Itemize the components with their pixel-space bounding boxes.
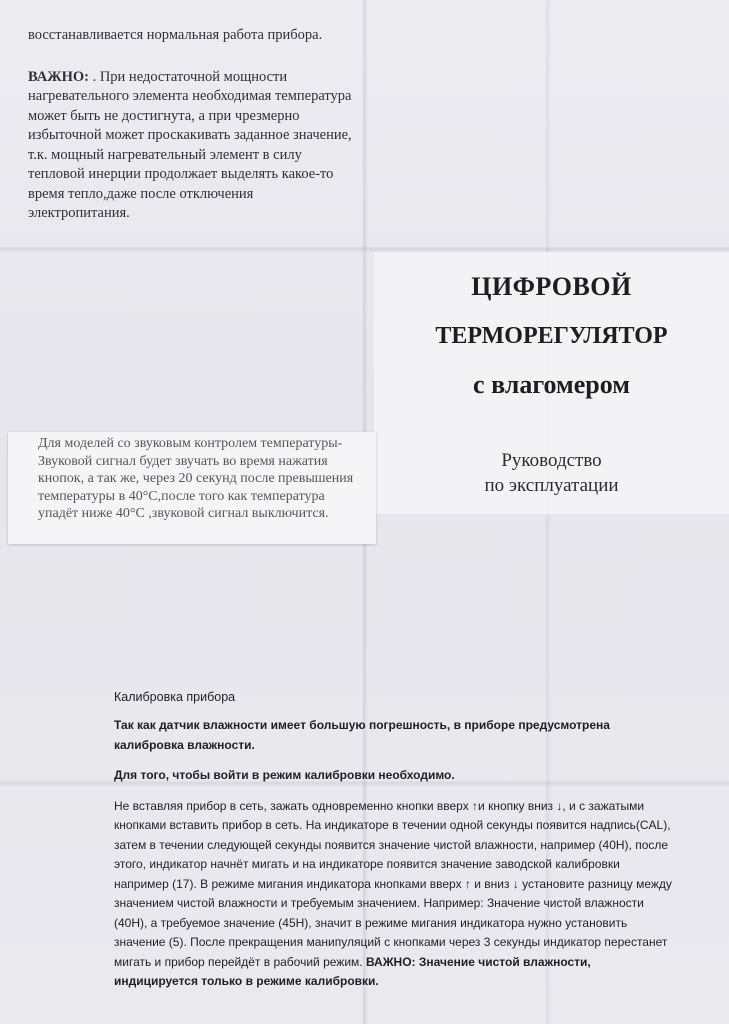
subtitle-line-1: Руководство: [501, 450, 602, 471]
subtitle-line-2: по эксплуатации: [484, 475, 619, 496]
calibration-section: [114, 690, 674, 1003]
calibration-important: ВАЖНО: Значение чистой влажности, индицируется только в режиме калибровки.: [114, 954, 591, 988]
calibration-instructions: Не вставляя прибор в сеть, зажать одновременно кнопки вверх ↑и кнопку вниз ↓, и с зажатыми кнопками вставить прибор в сеть. На индикаторе в течении одной секунды появится надпись(CAL), затем в течении следующей секунды появится значение чистой влажности, например (40Н), после этого, индикатор начнёт мигать и на индикаторе появится значение заводской калибровки например (17). В режиме мигания индикатора кнопками вверх ↑ и вниз ↓ установите разницу между значением чистой влажности и требуемым значением. Например: Значение чистой влажности (40Н), а требуемое значение (45Н), значит в режиме мигания индикатора нужно установить значение (5). После прекращения манипуляций с кнопками через 3 секунды индикатор перестанет мигать и прибор перейдёт в рабочий режим.: [114, 798, 672, 969]
title-line-1: ЦИФРОВОЙ: [471, 272, 632, 301]
calibration-paragraph-3: [114, 797, 674, 992]
important-label: ВАЖНО:: [28, 68, 89, 85]
calibration-heading: Калибровка прибора: [114, 690, 236, 704]
sound-signal-note: [8, 432, 376, 544]
calibration-paragraph-1: Так как датчик влажности имеет большую погрешность, в приборе предусмотрена калибровка влажности.: [114, 718, 610, 752]
calibration-paragraph-2: Для того, чтобы войти в режим калибровки необходимо.: [114, 768, 455, 782]
restore-text: восстанавливается нормальная работа прибора.: [28, 27, 323, 43]
title-panel: [374, 252, 729, 514]
title-line-3: с влагомером: [473, 370, 630, 399]
important-text: . При недостаточной мощности нагревательного элемента необходимая температура может быть не достигнута, а при чрезмерно избыточной может проскакивать заданное значение, т.к. мощный нагревательный элемент в силу тепловой инерции продолжает выделять какое-то время тепло,даже после отключения электропитания.: [28, 68, 352, 221]
sound-note-text: Для моделей со звуковым контролем температуры-Звуковой сигнал будет звучать во время нажатия кнопок, а так же, через 20 секунд после превышения температуры в 40°С,после того как температура упадёт ниже 40°С ,звуковой сигнал выключится.: [38, 436, 354, 521]
top-text-block: [28, 26, 358, 224]
title-line-2: ТЕРМОРЕГУЛЯТОР: [435, 323, 668, 349]
important-paragraph: [28, 68, 358, 224]
